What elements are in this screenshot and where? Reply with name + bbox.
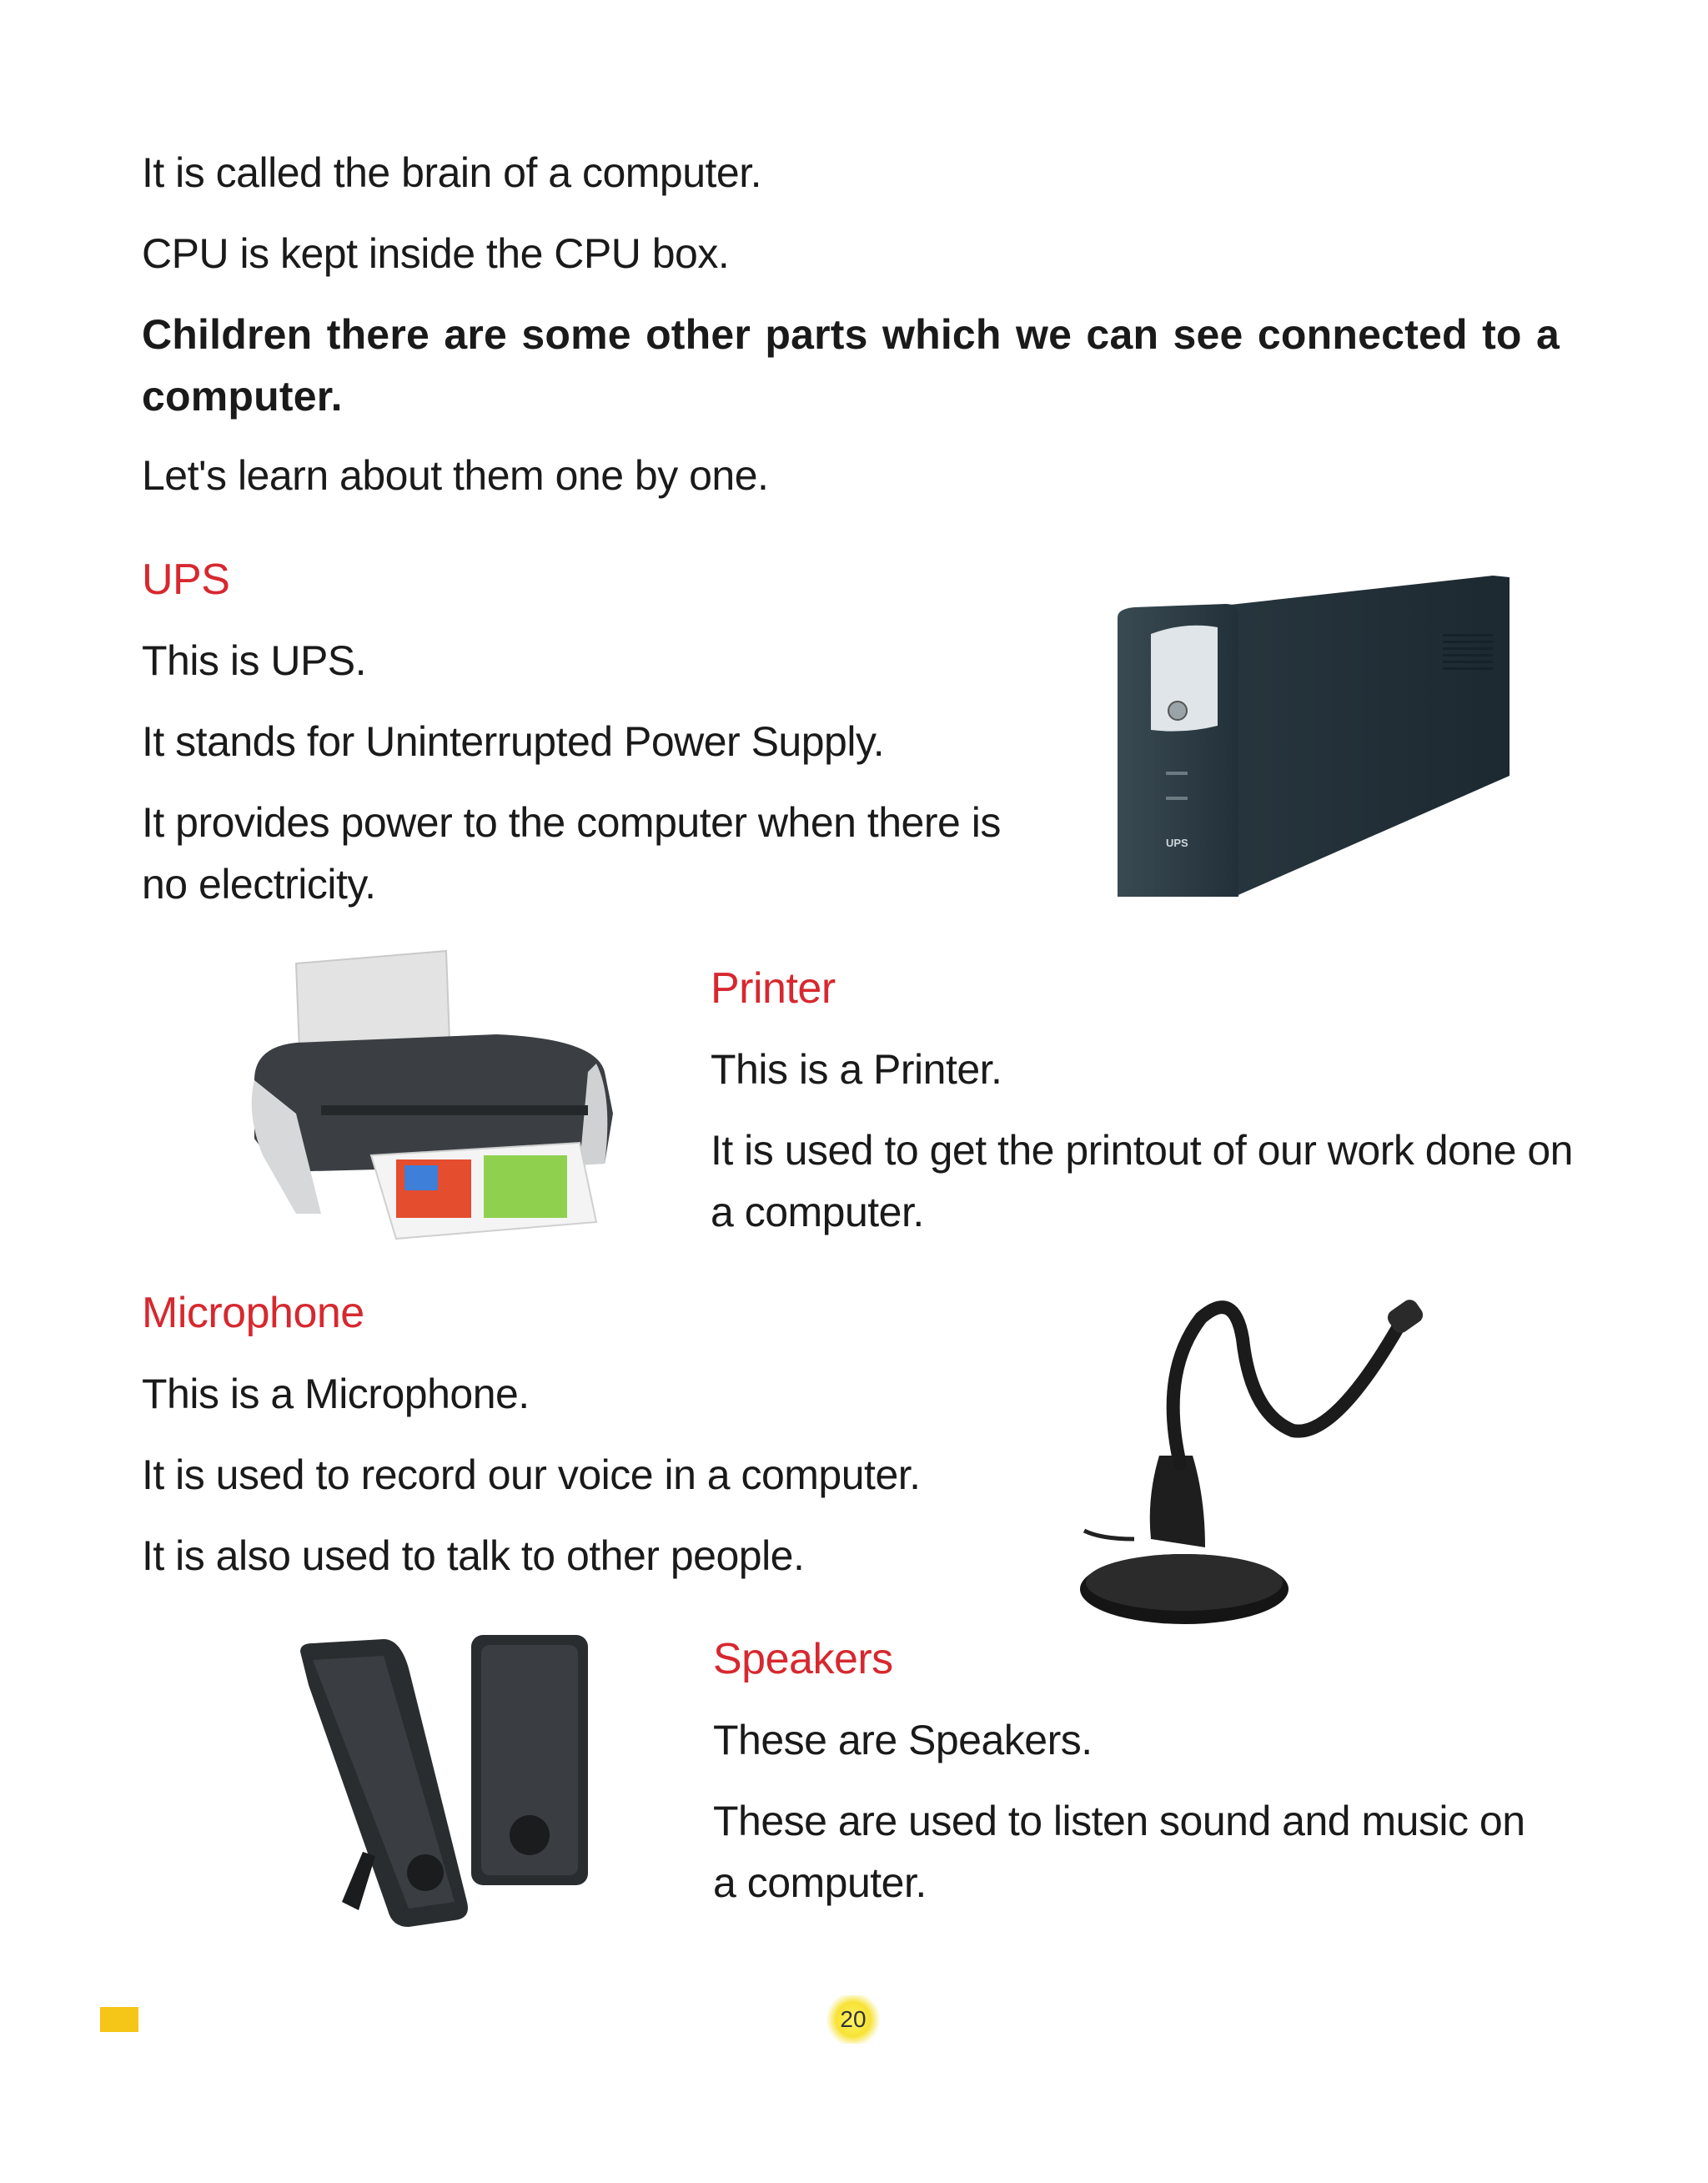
corner-marker: [100, 2007, 138, 2032]
ups-line-this-is: This is UPS.: [142, 637, 367, 684]
page-number: 20: [824, 1995, 882, 2044]
speakers-heading: Speakers: [713, 1635, 893, 1683]
intro-line-cpu-box: CPU is kept inside the CPU box.: [142, 230, 730, 277]
speakers-image: [275, 1627, 625, 1944]
intro-line-brain: It is called the brain of a computer.: [142, 149, 762, 196]
printer-line-this-is: This is a Printer.: [711, 1046, 1002, 1093]
microphone-line-talk: It is also used to talk to other people.: [142, 1532, 805, 1579]
intro-bold-statement: Children there are some other parts which we can see connected to a computer.: [142, 311, 1560, 420]
speakers-line-purpose: These are used to listen sound and music on a computer.: [713, 1798, 1525, 1906]
printer-heading: Printer: [711, 964, 836, 1013]
ups-device-label: UPS: [1166, 837, 1188, 849]
microphone-heading: Microphone: [142, 1289, 364, 1337]
ups-heading: UPS: [142, 556, 230, 604]
ups-image: [1101, 567, 1526, 901]
ups-line-stands-for: It stands for Uninterrupted Power Supply.: [142, 718, 885, 765]
speakers-line-these-are: These are Speakers.: [713, 1717, 1093, 1763]
microphone-line-record: It is used to record our voice in a computer.: [142, 1451, 921, 1498]
printer-image: [246, 947, 613, 1255]
intro-line-learn: Let's learn about them one by one.: [142, 452, 769, 499]
microphone-line-this-is: This is a Microphone.: [142, 1371, 530, 1417]
printer-line-purpose: It is used to get the printout of our work done on a computer.: [711, 1127, 1573, 1235]
ups-line-provides-power: It provides power to the computer when there is no electricity.: [142, 799, 1001, 908]
microphone-image: [1068, 1289, 1451, 1639]
